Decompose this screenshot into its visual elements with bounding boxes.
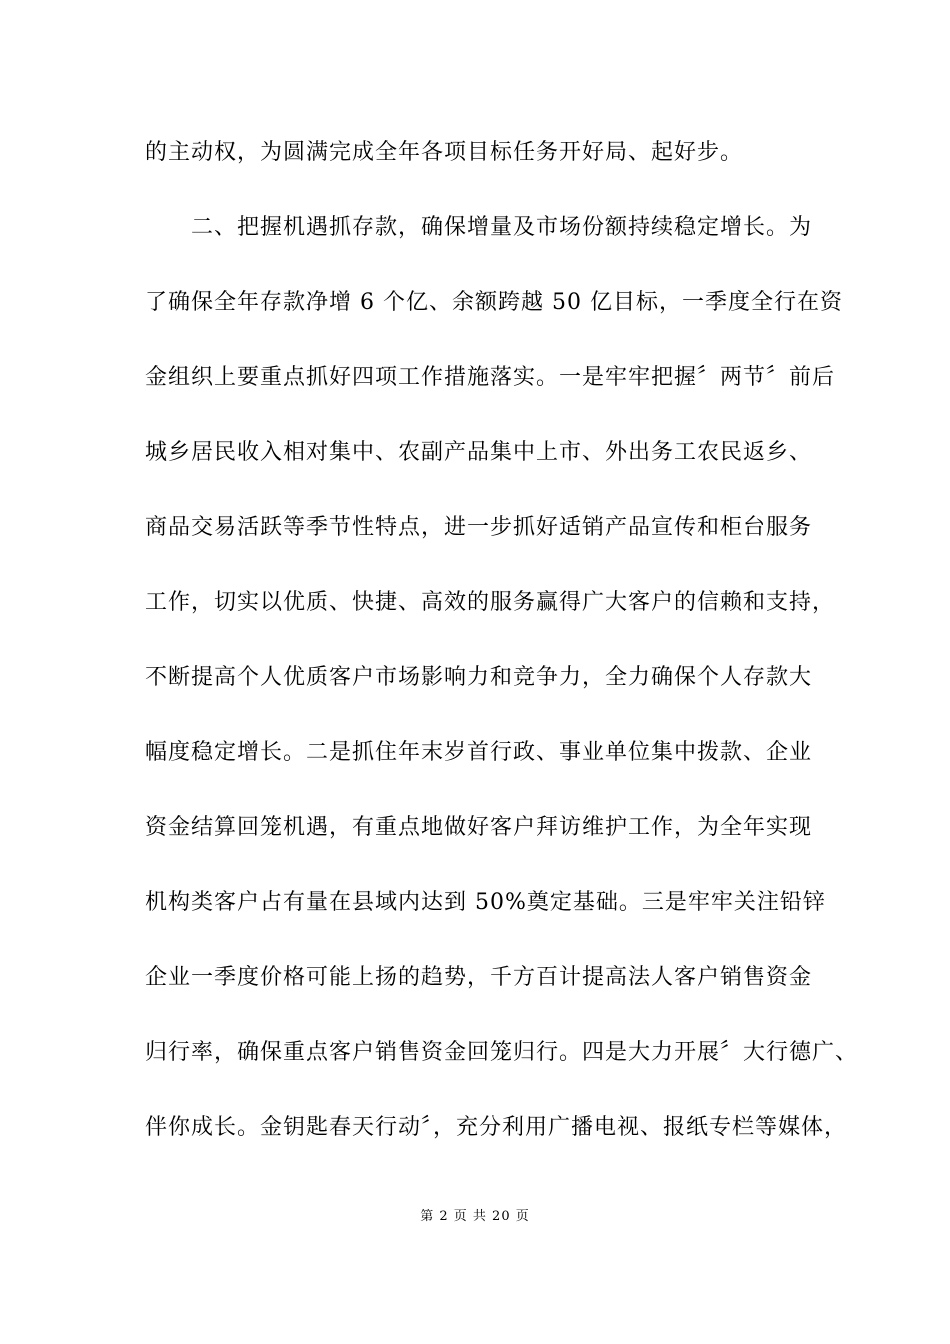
paragraph-line-8: 不断提高个人优质客户市场影响力和竞争力，全力确保个人存款大 — [145, 665, 813, 690]
paragraph-line-6: 商品交易活跃等季节性特点，进一步抓好适销产品宣传和柜台服务 — [145, 515, 813, 540]
paragraph-line-5: 城乡居民收入相对集中、农副产品集中上市、外出务工农民返乡、 — [145, 440, 813, 465]
paragraph-line-9: 幅度稳定增长。二是抓住年末岁首行政、事业单位集中拨款、企业 — [145, 740, 813, 765]
paragraph-line-7: 工作，切实以优质、快捷、高效的服务赢得广大客户的信赖和支持， — [145, 590, 836, 615]
paragraph-line-1: 的主动权，为圆满完成全年各项目标任务开好局、起好步。 — [145, 140, 744, 165]
paragraph-line-13: 归行率，确保重点客户销售资金回笼归行。四是大力开展〞大行德广、 — [145, 1040, 859, 1065]
paragraph-line-3: 了确保全年存款净增 6 个亿、余额跨越 50 亿目标，一季度全行在资 — [145, 290, 843, 315]
paragraph-line-14: 伴你成长。金钥匙春天行动〞，充分利用广播电视、报纸专栏等媒体， — [145, 1115, 848, 1140]
paragraph-line-10: 资金结算回笼机遇，有重点地做好客户拜访维护工作，为全年实现 — [145, 815, 813, 840]
paragraph-line-4: 金组织上要重点抓好四项工作措施落实。一是牢牢把握〞两节〞前后 — [145, 365, 836, 390]
paragraph-line-12: 企业一季度价格可能上扬的趋势，千方百计提高法人客户销售资金 — [145, 965, 813, 990]
paragraph-line-2: 二、把握机遇抓存款，确保增量及市场份额持续稳定增长。为 — [191, 215, 813, 240]
paragraph-line-11: 机构类客户占有量在县域内达到 50%奠定基础。三是牢牢关注铅锌 — [145, 890, 826, 915]
page-number-footer: 第 2 页 共 20 页 — [420, 1209, 530, 1224]
